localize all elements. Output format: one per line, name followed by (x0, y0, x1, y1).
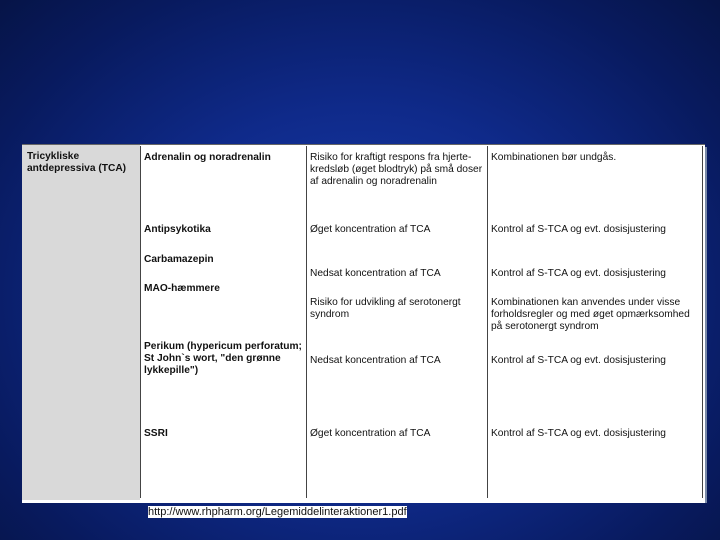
column-divider (140, 146, 141, 498)
row-action: Kontrol af S-TCA og evt. dosisjustering (491, 428, 666, 439)
row-action: Kontrol af S-TCA og evt. dosisjustering (491, 355, 666, 366)
row-drug: Antipsykotika (144, 224, 211, 235)
table-top-border (22, 144, 705, 145)
row-drug: Adrenalin og noradrenalin (144, 152, 271, 163)
row-effect: Øget koncentration af TCA (310, 428, 431, 439)
interaction-table (22, 144, 705, 500)
column-divider (702, 146, 703, 498)
drug-class-label: Tricykliske antdepressiva (TCA) (27, 151, 127, 174)
row-effect: Risiko for kraftigt respons fra hjerte-kredsløb (øget blodtryk) på små doser af adrenalin og noradrenalin (310, 152, 483, 187)
row-effect: Øget koncentration af TCA (310, 224, 431, 235)
row-effect: Risiko for udvikling af serotonergt syndrom (310, 297, 461, 320)
row-drug: Carbamazepin (144, 254, 214, 265)
source-url[interactable]: http://www.rhpharm.org/Legemiddelinteraktioner1.pdf (148, 506, 407, 518)
row-drug: SSRI (144, 428, 168, 439)
row-effect: Nedsat koncentration af TCA (310, 355, 441, 366)
drug-class-column (22, 144, 140, 500)
column-divider (306, 146, 307, 498)
row-drug: MAO-hæmmere (144, 283, 220, 294)
row-effect: Nedsat koncentration af TCA (310, 268, 441, 279)
column-divider (487, 146, 488, 498)
row-drug: Perikum (hypericum perforatum; St John`s wort, "den grønne lykkepille") (144, 341, 302, 376)
panel-edge (705, 147, 707, 503)
row-action: Kontrol af S-TCA og evt. dosisjustering (491, 224, 666, 235)
row-action: Kombinationen bør undgås. (491, 152, 617, 163)
row-action: Kontrol af S-TCA og evt. dosisjustering (491, 268, 666, 279)
row-action: Kombinationen kan anvendes under visse forholdsregler og med øget opmærksomhed på serotonergt syndrom (491, 297, 690, 332)
